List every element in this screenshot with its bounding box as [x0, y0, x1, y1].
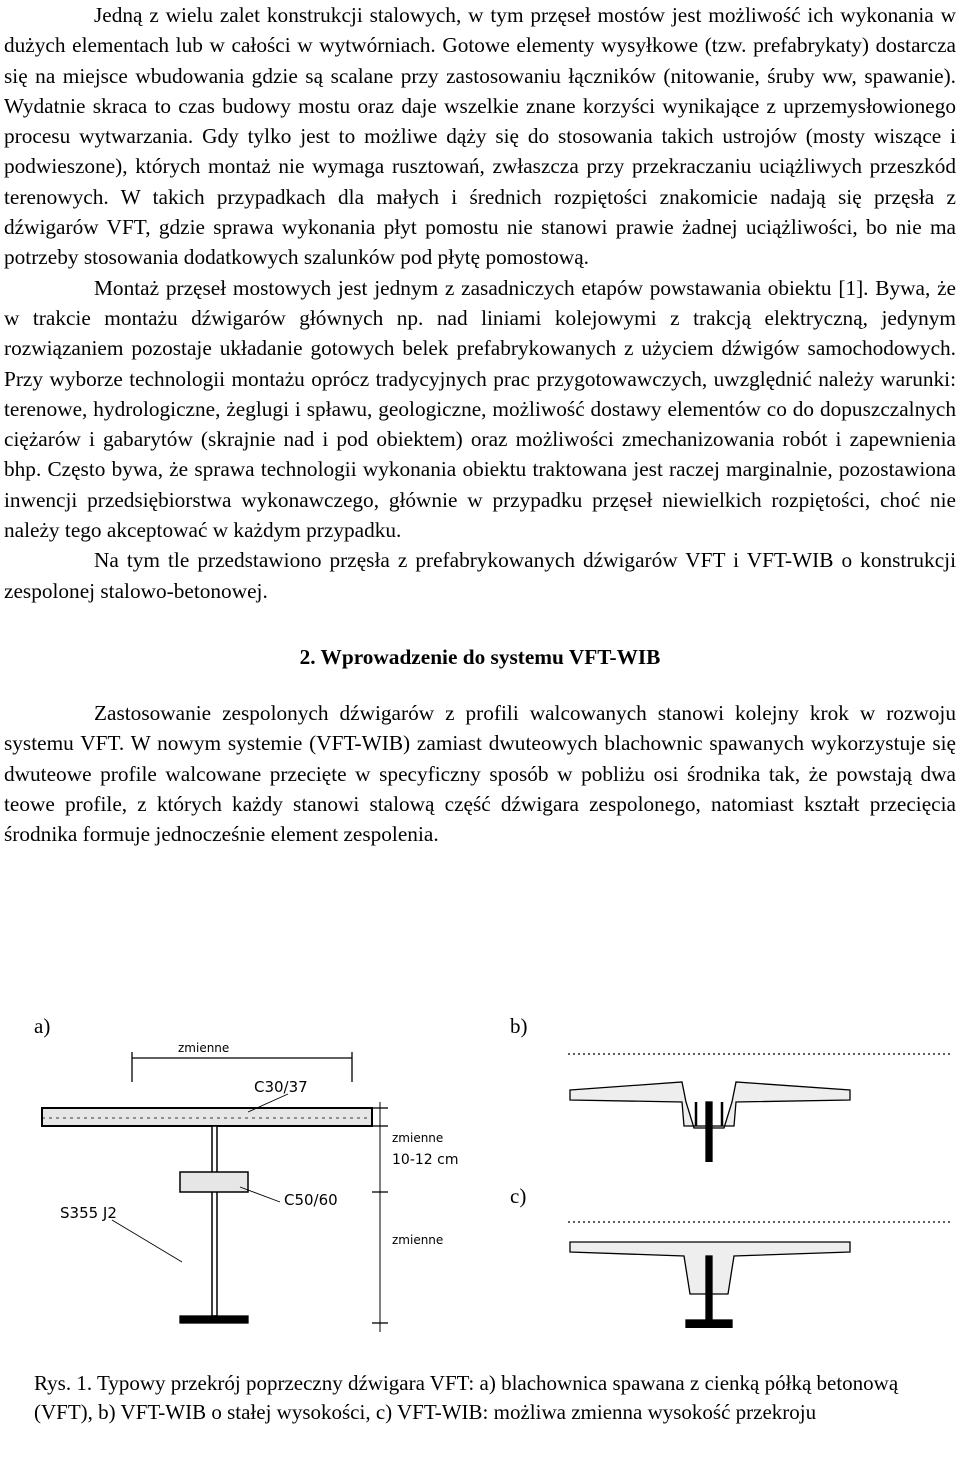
steel-web [212, 1126, 217, 1316]
dim-right-label-1: zmienne [392, 1131, 444, 1145]
steel-bottom-plate [180, 1316, 248, 1323]
drawing-c [560, 1208, 960, 1328]
steel-web-b [706, 1102, 712, 1162]
paragraph-3: Na tym tle przedstawiono przęsła z prefabrykowanych dźwigarów VFT i VFT-WIB o konstrukcji zespolonej stalowo-betonowej. [4, 548, 956, 603]
dim-top-label: zmienne [178, 1041, 230, 1055]
dim-right-label-2: 10-12 cm [392, 1152, 459, 1168]
steel-web-c [706, 1256, 712, 1322]
document-page [4, 0, 956, 849]
section-heading: 2. Wprowadzenie do systemu VFT-WIB [299, 644, 661, 669]
figure-label-a: a) [34, 1014, 51, 1038]
figure-label-b: b) [510, 1014, 528, 1038]
paragraph-1: Jedną z wielu zalet konstrukcji stalowych, w tym przęseł mostów jest możliwość ich wykonania w dużych elementach lub w całości w wytwórniach. Gotowe elementy wysyłkowe (tzw. prefabrykaty) dostarcza się na miejsce wbudowania gdzie są scalane przy zastosowaniu łączników (nitowanie, śruby ww, spawanie). Wydatnie skraca to czas budowy mostu oraz daje wszelkie znane korzyści wynikające z uprzemysłowionego procesu wytwarzania. Gdy tylko jest to możliwe dąży się do stosowania takich ustrojów (mosty wiszące i podwieszone), których montaż nie wymaga rusztowań, zwłaszcza przy przekraczaniu uciążliwych przeszkód terenowych. W takich przypadkach dla małych i średnich rozpiętości znakomicie nadają się przęsła z dźwigarów VFT, gdzie sprawa wykonania płyt pomostu nie stanowi prawie żadnej uciążliwości, bo nie ma potrzeby stosowania dodatkowych szalunków pod płytę pomostową. [4, 3, 956, 270]
concrete-slab-label: C30/37 [254, 1078, 308, 1096]
concrete-slab [42, 1108, 372, 1126]
steel-grade-label: S355 J2 [60, 1204, 117, 1222]
figure-caption: Rys. 1. Typowy przekrój poprzeczny dźwigara VFT: a) blachownica spawana z cienką półką betonową (VFT), b) VFT-WIB o stałej wysokości, c) VFT-WIB: możliwa zmienna wysokość przekroju [34, 1371, 899, 1424]
drawing-b [560, 1042, 960, 1162]
figure-cross-sections [0, 1012, 960, 1372]
steel-flange-c [686, 1320, 732, 1328]
section-paragraph: Zastosowanie zespolonych dźwigarów z profili walcowanych stanowi kolejny krok w rozwoju systemu VFT. W nowym systemie (VFT-WIB) zamiast dwuteowych blachownic spawanych wykorzystuje się dwuteowe profile walcowane przecięte w specyficzny sposób w pobliżu osi środnika tak, że powstają dwa teowe profile, z których każdy stanowi stalową część dźwigara zespolonego, natomiast kształt przecięcia środnika formuje jednocześnie element zespolenia. [4, 700, 956, 847]
concrete-flange-label: C50/60 [284, 1191, 338, 1209]
paragraph-2: Montaż przęseł mostowych jest jednym z zasadniczych etapów powstawania obiektu [1]. Bywa, że w trakcie montażu dźwigarów głównych np. nad liniami kolejowymi z trakcją elektryczną, jedynym rozwiązaniem pozostaje układanie gotowych belek prefabrykowanych z użyciem dźwigów samochodowych. Przy wyborze technologii montażu oprócz tradycyjnych prac przygotowawczych, uwzględnić należy warunki: terenowe, hydrologiczne, żeglugi i spławu, geologiczne, możliwość dostawy elementów co do dopuszczalnych ciężarów i gabarytów (skrajnie nad i pod obiektem) oraz możliwości zmechanizowania robót i zapewnienia bhp. Często bywa, że sprawa technologii wykonania obiektu traktowana jest raczej marginalnie, pozostawiona inwencji przedsiębiorstwa wykonawczego, głównie w przypadku przęseł niewielkich rozpiętości, choć nie należy tego akceptować w każdym przypadku. [4, 275, 956, 543]
dim-height-label: zmienne [392, 1233, 444, 1247]
concrete-flange [180, 1172, 248, 1192]
drawing-a [0, 1022, 480, 1372]
figure-label-c: c) [510, 1184, 527, 1208]
